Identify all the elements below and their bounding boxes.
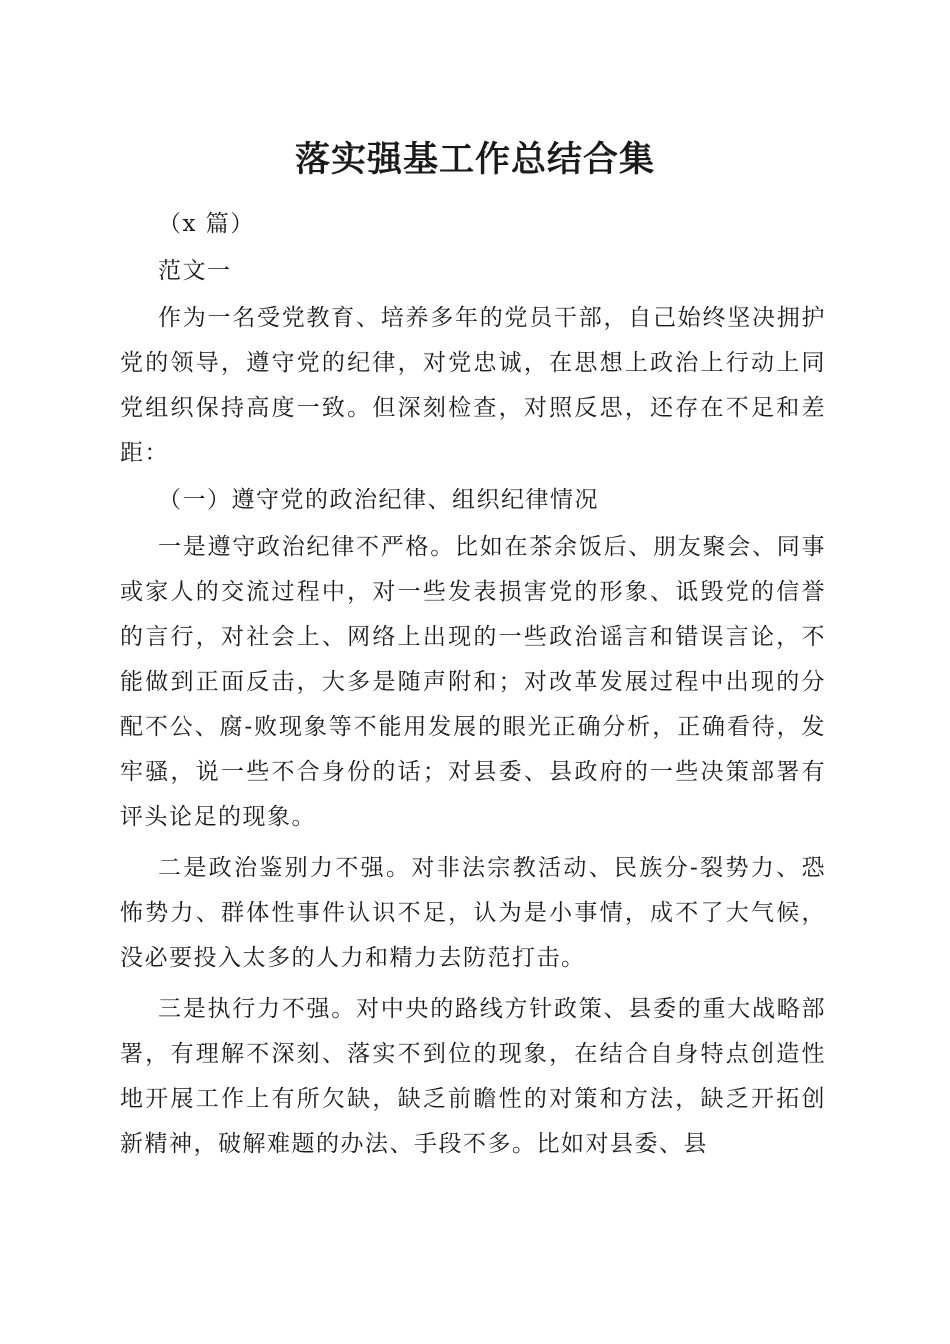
document-title: 落实强基工作总结合集 bbox=[294, 139, 655, 180]
point-3-lead: 三是执行力不强。 bbox=[158, 996, 356, 1022]
point-1-paragraph bbox=[120, 525, 826, 840]
point-1-text: 比如在茶余饭后、朋友聚会、同事或家人的交流过程中，对一些发表损害党的形象、诋毁党的信誉的言行，对社会上、网络上出现的一些政治谣言和错误言论，不能做到正面反击，大多是随声附和；对改革发展过程中出现的分配不公、腐-败现象等不能用发展的眼光正确分析，正确看待，发牢骚，说一些不合身份的话；对县委、县政府的一些决策部署有评头论足的现象。 bbox=[120, 534, 826, 830]
point-2-lead: 二是政治鉴别力不强。 bbox=[158, 855, 412, 881]
document-body bbox=[120, 202, 826, 1167]
count-note: （x 篇） bbox=[158, 211, 255, 237]
point-3-paragraph bbox=[120, 987, 826, 1167]
subheading-discipline: （一）遵守党的政治纪律、组织纪律情况 bbox=[158, 487, 599, 513]
intro-paragraph: 作为一名受党教育、培养多年的党员干部，自己始终坚决拥护党的领导，遵守党的纪律，对党忠诚，在思想上政治上行动上同党组织保持高度一致。但深刻检查，对照反思，还存在不足和差距： bbox=[120, 305, 826, 466]
point-1-lead: 一是遵守政治纪律不严格。 bbox=[158, 534, 455, 560]
section-label: 范文一 bbox=[158, 258, 232, 284]
point-2-paragraph bbox=[120, 846, 826, 981]
point-3-text: 对中央的路线方针政策、县委的重大战略部署，有理解不深刻、落实不到位的现象，在结合自身特点创造性地开展工作上有所欠缺，缺乏前瞻性的对策和方法，缺乏开拓创新精神，破解难题的办法、手段不多。比如对县委、县 bbox=[120, 996, 826, 1157]
point-2-text: 对非法宗教活动、民族分-裂势力、恐怖势力、群体性事件认识不足，认为是小事情，成不了大气候，没必要投入太多的人力和精力去防范打击。 bbox=[120, 855, 826, 971]
